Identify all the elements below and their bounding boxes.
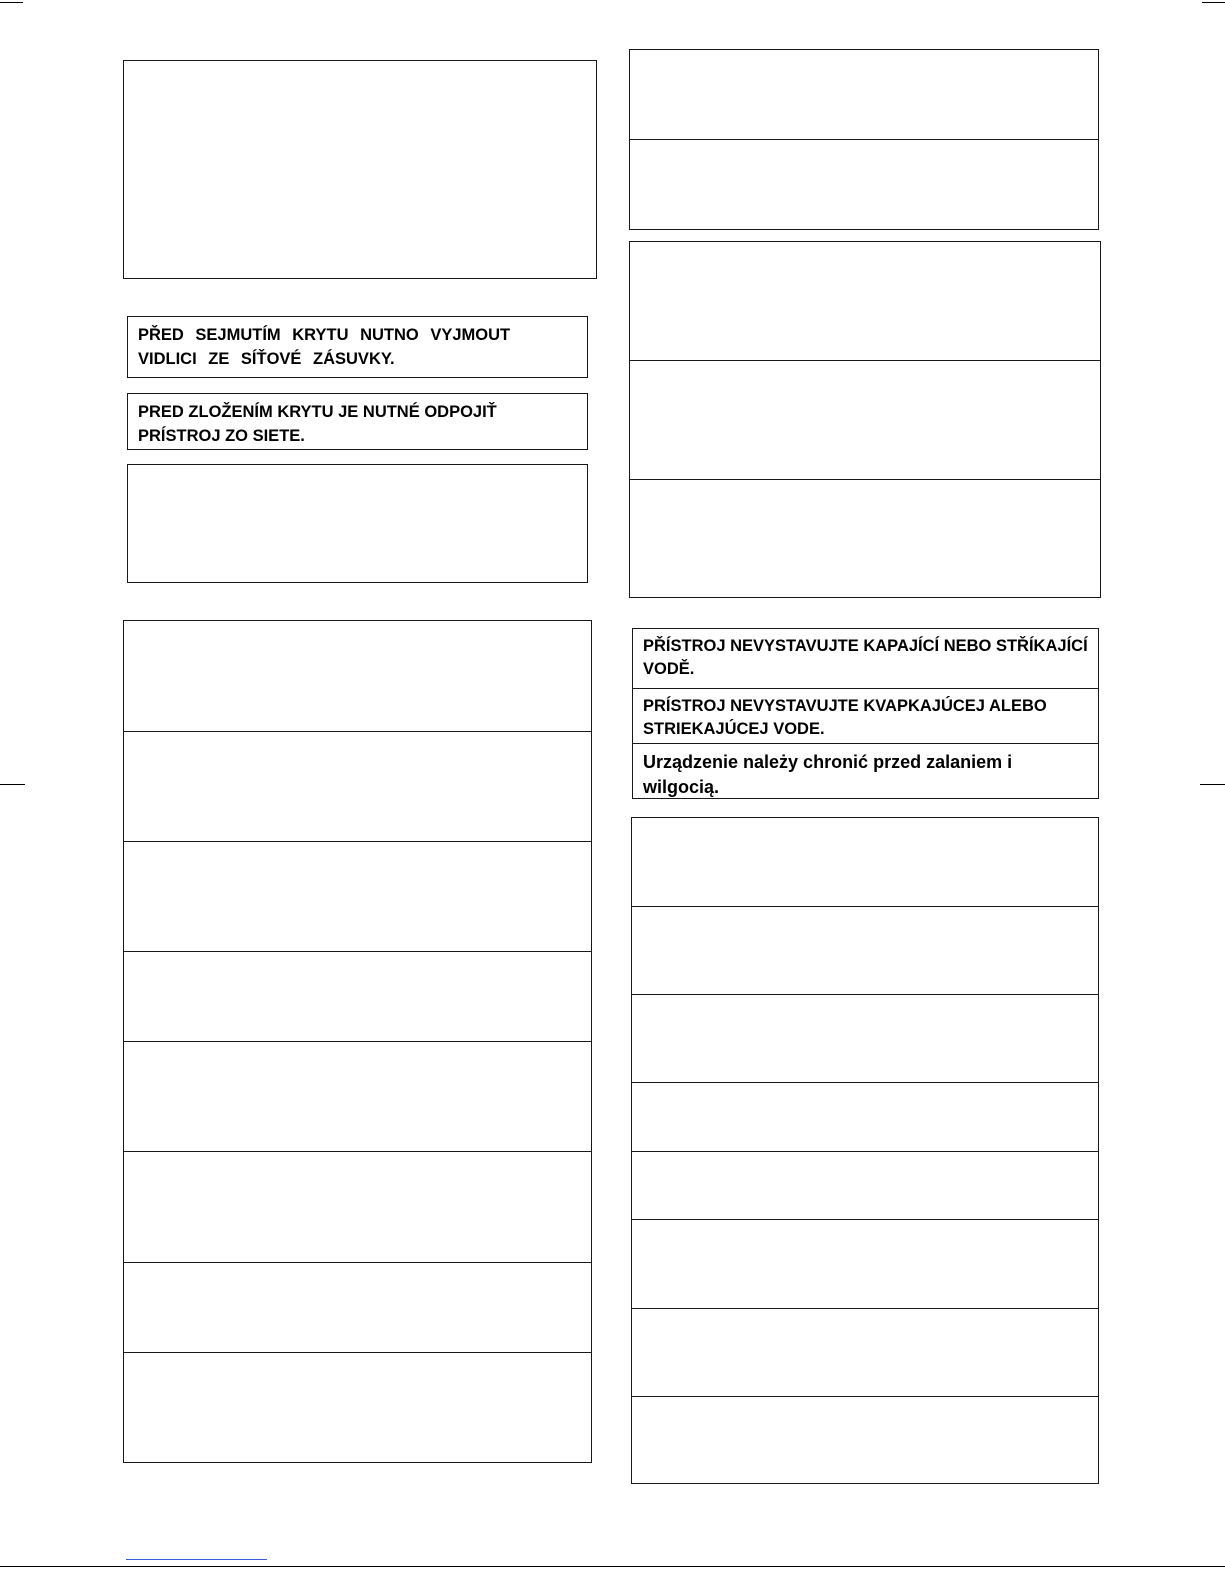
empty-cell xyxy=(632,1220,1098,1309)
empty-cell xyxy=(632,1397,1098,1489)
empty-cell xyxy=(124,1263,591,1353)
empty-cell xyxy=(632,1152,1098,1220)
page-trim-line xyxy=(0,1566,1225,1567)
empty-cell xyxy=(630,242,1100,361)
empty-cell xyxy=(632,818,1098,907)
empty-cell xyxy=(630,361,1100,480)
empty-cell xyxy=(124,1353,591,1461)
warning-water-pl xyxy=(633,744,1098,797)
crop-mark xyxy=(0,784,25,785)
empty-notice-stack xyxy=(631,817,1099,1484)
empty-cell xyxy=(124,1152,591,1263)
empty-notice-box xyxy=(127,464,588,583)
empty-cell xyxy=(630,480,1100,596)
crop-mark xyxy=(1200,784,1225,785)
warning-text: Urządzenie należy chronić przed zalaniem i wilgocią. xyxy=(643,752,1013,797)
empty-cell xyxy=(632,1309,1098,1397)
warning-cover-sk xyxy=(127,393,588,450)
warning-text: PŘED SEJMUTÍM KRYTU NUTNO VYJMOUT VIDLICI ZE SÍŤOVÉ ZÁSUVKY. xyxy=(138,326,511,368)
crop-mark xyxy=(0,2,23,3)
empty-cell xyxy=(632,1083,1098,1152)
empty-cell xyxy=(124,1042,591,1152)
empty-cell xyxy=(124,621,591,732)
empty-cell xyxy=(630,50,1098,140)
empty-cell xyxy=(124,842,591,952)
warning-cover-cz xyxy=(127,316,588,378)
warning-text: PŘÍSTROJ NEVYSTAVUJTE KAPAJÍCÍ NEBO STŘÍKAJÍCÍ VODĚ. xyxy=(643,637,1088,678)
footer-link-underline xyxy=(126,1559,267,1560)
warning-text: PRED ZLOŽENÍM KRYTU JE NUTNÉ ODPOJIŤ PRÍSTROJ ZO SIETE. xyxy=(138,403,497,445)
empty-notice-stack xyxy=(123,620,592,1463)
warning-water-cz xyxy=(633,629,1098,689)
warning-water-sk xyxy=(633,689,1098,744)
water-warning-stack xyxy=(632,628,1099,799)
empty-cell xyxy=(124,952,591,1042)
warning-text: PRÍSTROJ NEVYSTAVUJTE KVAPKAJÚCEJ ALEBO STRIEKAJÚCEJ VODE. xyxy=(643,697,1047,738)
empty-cell xyxy=(630,140,1098,228)
empty-notice-stack xyxy=(629,49,1099,230)
empty-cell xyxy=(632,907,1098,995)
empty-notice-stack xyxy=(629,241,1101,598)
empty-notice-box xyxy=(123,60,597,279)
empty-cell xyxy=(632,995,1098,1083)
crop-mark xyxy=(1202,2,1225,3)
empty-cell xyxy=(124,732,591,842)
